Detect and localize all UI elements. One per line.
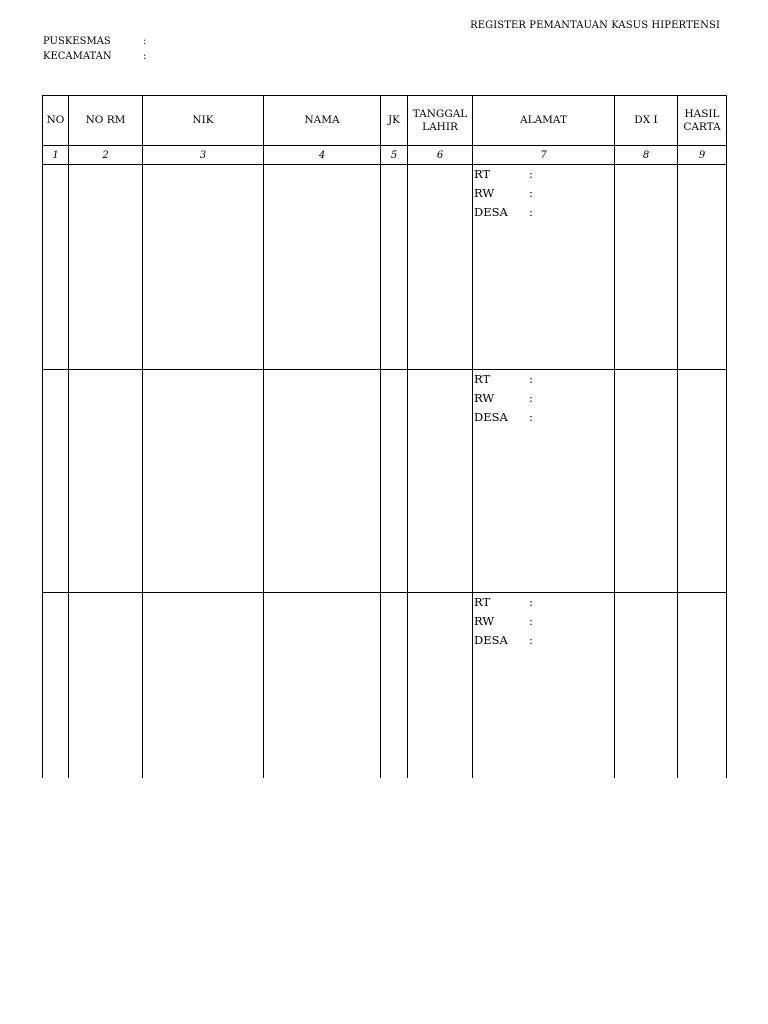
- cell-tanggal-lahir[interactable]: [408, 593, 473, 779]
- cell-tanggal-lahir[interactable]: [408, 370, 473, 593]
- cell-tanggal-lahir[interactable]: [408, 165, 473, 370]
- cell-dx[interactable]: [615, 165, 678, 370]
- address-desa: [474, 204, 614, 223]
- cell-no[interactable]: [43, 593, 69, 779]
- cell-no-rm[interactable]: [69, 593, 143, 779]
- cell-nama[interactable]: [264, 370, 381, 593]
- cell-hasil-carta[interactable]: [678, 165, 727, 370]
- address-desa-label: DESA: [474, 205, 508, 219]
- cell-alamat[interactable]: [473, 165, 615, 370]
- address-sep: :: [529, 633, 533, 647]
- cell-no[interactable]: [43, 165, 69, 370]
- address-sep: :: [529, 614, 533, 628]
- table-row: [43, 370, 727, 593]
- cell-jk[interactable]: [381, 165, 408, 370]
- header-hasil-carta-line1: HASIL: [684, 107, 720, 120]
- cell-nik[interactable]: [143, 370, 264, 593]
- address-block: [473, 593, 614, 651]
- address-sep: :: [529, 372, 533, 386]
- cell-hasil-carta[interactable]: [678, 593, 727, 779]
- cell-no-rm[interactable]: [69, 370, 143, 593]
- header-nik: NIK: [143, 96, 264, 146]
- address-rt: [474, 594, 614, 613]
- address-sep: :: [529, 595, 533, 609]
- column-number: 7: [473, 146, 615, 165]
- cell-alamat[interactable]: [473, 593, 615, 779]
- address-sep: :: [529, 410, 533, 424]
- header-alamat: ALAMAT: [473, 96, 615, 146]
- header-dx: DX I: [615, 96, 678, 146]
- column-number: 9: [678, 146, 727, 165]
- cell-no-rm[interactable]: [69, 165, 143, 370]
- cell-no[interactable]: [43, 370, 69, 593]
- address-desa-label: DESA: [474, 410, 508, 424]
- cell-alamat[interactable]: [473, 370, 615, 593]
- header-nama: NAMA: [264, 96, 381, 146]
- column-number: 1: [43, 146, 69, 165]
- header-tanggal-lahir-line1: TANGGAL: [412, 107, 468, 120]
- cell-nama[interactable]: [264, 165, 381, 370]
- puskesmas-label: PUSKESMAS: [43, 36, 111, 47]
- column-number: 3: [143, 146, 264, 165]
- address-rw-label: RW: [474, 391, 495, 405]
- kecamatan-label: KECAMATAN: [43, 51, 112, 62]
- cell-nik[interactable]: [143, 165, 264, 370]
- header-no-rm: NO RM: [69, 96, 143, 146]
- document-title: REGISTER PEMANTAUAN KASUS HIPERTENSI: [470, 20, 720, 31]
- address-block: [473, 165, 614, 223]
- table-row: [43, 165, 727, 370]
- cell-dx[interactable]: [615, 370, 678, 593]
- table-row: [43, 593, 727, 779]
- address-rt: [474, 166, 614, 185]
- address-rt-label: RT: [474, 372, 491, 386]
- column-number: 4: [264, 146, 381, 165]
- puskesmas-separator: :: [143, 36, 147, 47]
- address-rw-label: RW: [474, 614, 495, 628]
- address-rt-label: RT: [474, 167, 491, 181]
- address-sep: :: [529, 205, 533, 219]
- cell-nik[interactable]: [143, 593, 264, 779]
- address-sep: :: [529, 391, 533, 405]
- header-row: [43, 96, 727, 146]
- header-hasil-carta: [678, 96, 727, 146]
- address-rw: [474, 613, 614, 632]
- register-table: [42, 95, 727, 778]
- header-tanggal-lahir: [408, 96, 473, 146]
- address-rw: [474, 390, 614, 409]
- address-rt-label: RT: [474, 595, 491, 609]
- cell-hasil-carta[interactable]: [678, 370, 727, 593]
- column-number-row: [43, 146, 727, 165]
- address-rw-label: RW: [474, 186, 495, 200]
- address-sep: :: [529, 186, 533, 200]
- header-tanggal-lahir-line2: LAHIR: [422, 120, 458, 133]
- address-desa-label: DESA: [474, 633, 508, 647]
- address-rw: [474, 185, 614, 204]
- header-hasil-carta-line2: CARTA: [683, 120, 721, 133]
- address-block: [473, 370, 614, 428]
- kecamatan-field: [43, 51, 146, 62]
- column-number: 8: [615, 146, 678, 165]
- column-number: 6: [408, 146, 473, 165]
- cell-dx[interactable]: [615, 593, 678, 779]
- cell-jk[interactable]: [381, 593, 408, 779]
- header-jk: JK: [381, 96, 408, 146]
- column-number: 2: [69, 146, 143, 165]
- header-no: NO: [43, 96, 69, 146]
- address-desa: [474, 632, 614, 651]
- kecamatan-separator: :: [143, 51, 147, 62]
- cell-nama[interactable]: [264, 593, 381, 779]
- address-desa: [474, 409, 614, 428]
- cell-jk[interactable]: [381, 370, 408, 593]
- puskesmas-field: [43, 36, 146, 47]
- address-rt: [474, 371, 614, 390]
- address-sep: :: [529, 167, 533, 181]
- column-number: 5: [381, 146, 408, 165]
